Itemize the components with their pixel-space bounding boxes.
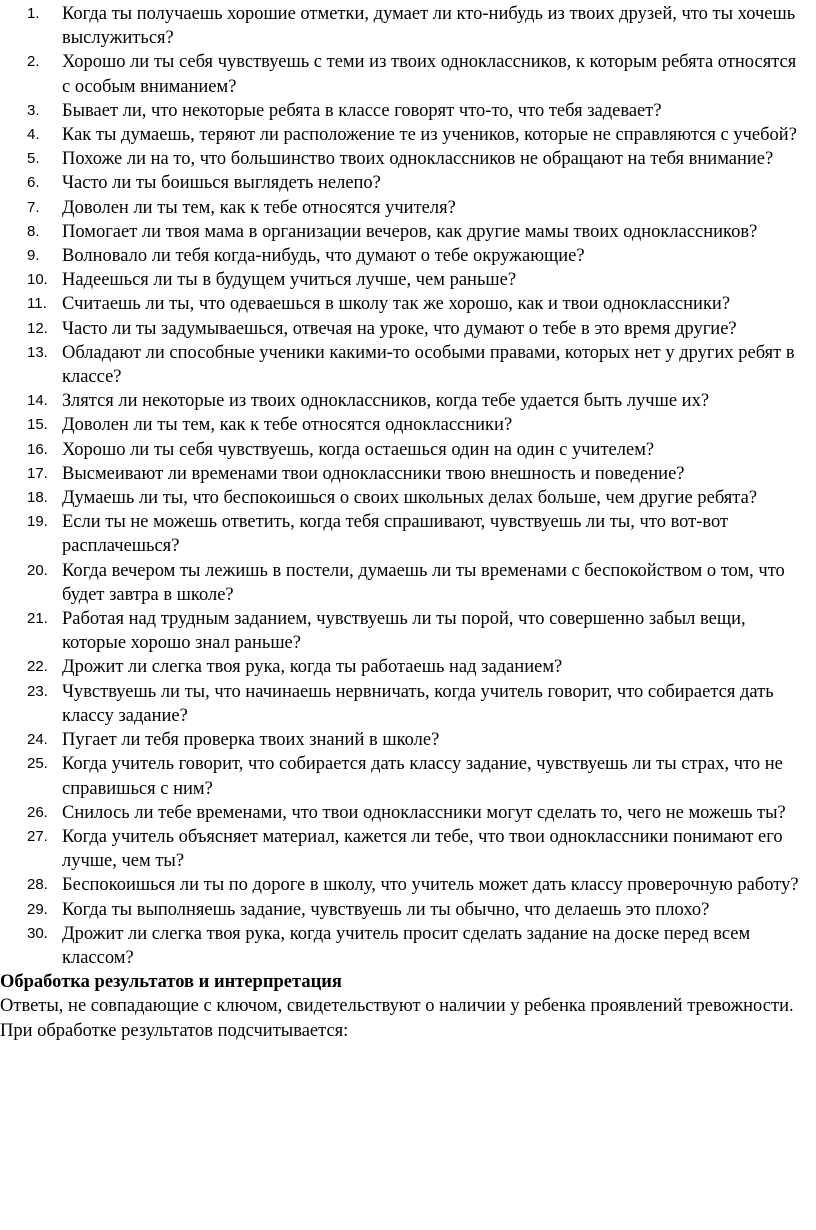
item-text: Волновало ли тебя когда-нибудь, что думают о тебе окружающие? <box>62 246 585 267</box>
list-item <box>0 728 806 752</box>
item-text: Часто ли ты задумываешься, отвечая на уроке, что думают о тебе в это время другие? <box>62 318 737 339</box>
section-paragraph: Ответы, не совпадающие с ключом, свидетельствуют о наличии у ребенка проявлений тревожности. При обработке результатов подсчитывается: <box>0 996 794 1041</box>
item-number: 19. <box>27 513 48 531</box>
list-item <box>0 801 806 825</box>
item-text: Хорошо ли ты себя чувствуешь с теми из твоих одноклассников, к которым ребята относятся с особым вниманием? <box>62 52 797 97</box>
item-number: 26. <box>27 803 48 821</box>
item-number: 23. <box>27 682 48 700</box>
item-number: 5. <box>27 150 40 168</box>
item-text: Надеешься ли ты в будущем учиться лучше, чем раньше? <box>62 270 517 291</box>
item-text: Думаешь ли ты, что беспокоишься о своих школьных делах больше, чем другие ребята? <box>62 488 758 509</box>
list-item <box>0 244 806 268</box>
question-list <box>0 2 806 970</box>
item-number: 29. <box>27 900 48 918</box>
item-number: 21. <box>27 610 48 628</box>
item-number: 14. <box>27 392 48 410</box>
item-text: Злятся ли некоторые из твоих одноклассников, когда тебе удается быть лучше их? <box>62 391 710 412</box>
list-item <box>0 99 806 123</box>
item-text: Как ты думаешь, теряют ли расположение те из учеников, которые не справляются с учебой? <box>62 125 797 146</box>
item-text: Когда вечером ты лежишь в постели, думаешь ли ты временами с беспокойством о том, что будет завтра в школе? <box>62 560 785 605</box>
item-text: Снилось ли тебе временами, что твои одноклассники могут сделать то, чего не можешь ты? <box>62 802 786 823</box>
item-text: Пугает ли тебя проверка твоих знаний в школе? <box>62 730 440 751</box>
item-number: 2. <box>27 53 40 71</box>
item-text: Если ты не можешь ответить, когда тебя спрашивают, чувствуешь ли ты, что вот-вот расплачешься? <box>62 512 729 557</box>
item-number: 7. <box>27 198 40 216</box>
list-item <box>0 559 806 607</box>
list-item <box>0 462 806 486</box>
list-item <box>0 825 806 873</box>
list-item <box>0 655 806 679</box>
item-number: 28. <box>27 876 48 894</box>
list-item <box>0 438 806 462</box>
item-number: 4. <box>27 126 40 144</box>
item-number: 11. <box>27 295 47 313</box>
item-text: Высмеивают ли временами твои одноклассники твою внешность и поведение? <box>62 463 685 484</box>
item-text: Помогает ли твоя мама в организации вечеров, как другие мамы твоих одноклассников? <box>62 221 758 242</box>
item-number: 27. <box>27 827 48 845</box>
list-item <box>0 147 806 171</box>
item-text: Чувствуешь ли ты, что начинаешь нервничать, когда учитель говорит, что собирается дать классу задание? <box>62 681 774 726</box>
item-text: Когда ты выполняешь задание, чувствуешь ли ты обычно, что делаешь это плохо? <box>62 899 710 920</box>
list-item <box>0 292 806 316</box>
item-text: Доволен ли ты тем, как к тебе относятся одноклассники? <box>62 415 513 436</box>
list-item <box>0 510 806 558</box>
list-item <box>0 171 806 195</box>
list-item <box>0 486 806 510</box>
item-number: 1. <box>27 5 40 22</box>
item-text: Бывает ли, что некоторые ребята в классе говорят что-то, что тебя задевает? <box>62 100 662 121</box>
section-heading: Обработка результатов и интерпретация <box>0 972 342 993</box>
item-number: 25. <box>27 755 48 773</box>
item-number: 12. <box>27 319 48 337</box>
item-number: 17. <box>27 464 48 482</box>
item-number: 8. <box>27 222 40 240</box>
list-item <box>0 922 806 970</box>
item-number: 16. <box>27 440 48 458</box>
list-item <box>0 680 806 728</box>
item-number: 13. <box>27 343 48 361</box>
item-text: Обладают ли способные ученики какими-то особыми правами, которых нет у других ребят в классе? <box>62 342 795 388</box>
list-item <box>0 607 806 655</box>
item-number: 3. <box>27 101 40 119</box>
list-item <box>0 268 806 292</box>
item-number: 20. <box>27 561 48 579</box>
item-text: Когда учитель объясняет материал, кажется ли тебе, что твои одноклассники понимают его лучше, чем ты? <box>62 826 783 872</box>
list-item <box>0 752 806 800</box>
item-text: Когда ты получаешь хорошие отметки, думает ли кто-нибудь из твоих друзей, что ты хочешь выслужиться? <box>62 4 796 49</box>
item-text: Похоже ли на то, что большинство твоих одноклассников не обращают на тебя внимание? <box>62 149 774 170</box>
item-number: 9. <box>27 247 40 265</box>
list-item <box>0 2 806 50</box>
item-text: Беспокоишься ли ты по дороге в школу, что учитель может дать классу проверочную работу? <box>62 875 799 896</box>
item-text: Дрожит ли слегка твоя рука, когда ты работаешь над заданием? <box>62 657 563 678</box>
list-item <box>0 317 806 341</box>
list-item <box>0 123 806 147</box>
list-item <box>0 220 806 244</box>
item-text: Часто ли ты боишься выглядеть нелепо? <box>62 173 381 194</box>
list-item <box>0 873 806 897</box>
item-number: 30. <box>27 924 48 942</box>
item-number: 24. <box>27 731 48 749</box>
item-number: 18. <box>27 489 48 507</box>
list-item <box>0 413 806 437</box>
list-item <box>0 196 806 220</box>
item-number: 6. <box>27 174 40 192</box>
item-text: Хорошо ли ты себя чувствуешь, когда остаешься один на один с учителем? <box>62 439 655 460</box>
item-text: Работая над трудным заданием, чувствуешь ли ты порой, что совершенно забыл вещи, которые хорошо знал раньше? <box>62 609 746 654</box>
item-text: Доволен ли ты тем, как к тебе относятся учителя? <box>62 197 456 218</box>
list-item <box>0 898 806 922</box>
item-number: 22. <box>27 658 48 676</box>
list-item <box>0 50 806 98</box>
list-item <box>0 389 806 413</box>
item-text: Дрожит ли слегка твоя рука, когда учитель просит сделать задание на доске перед всем классом? <box>62 923 751 968</box>
item-text: Считаешь ли ты, что одеваешься в школу так же хорошо, как и твои одноклассники? <box>62 294 731 315</box>
item-number: 10. <box>27 271 48 289</box>
item-text: Когда учитель говорит, что собирается дать классу задание, чувствуешь ли ты страх, что не справишься с ним? <box>62 754 783 799</box>
list-item <box>0 341 806 389</box>
item-number: 15. <box>27 416 48 434</box>
